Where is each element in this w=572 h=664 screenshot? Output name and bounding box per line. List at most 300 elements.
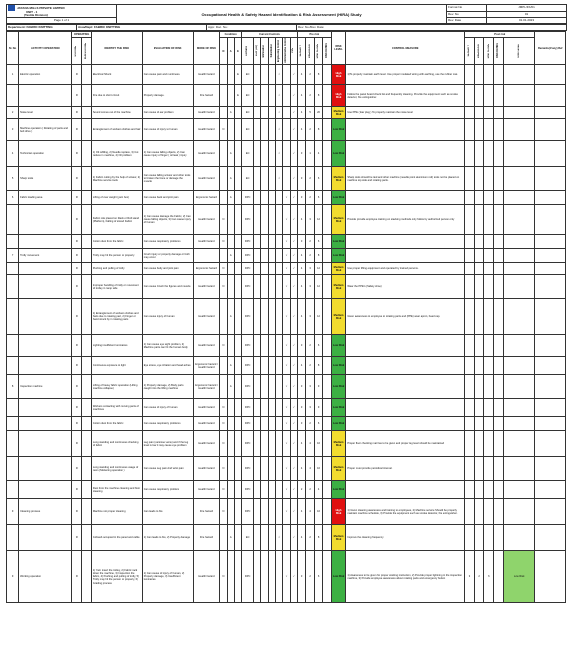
row-remarks xyxy=(535,551,566,603)
col-post-risk-level-text: RISK LEVEL xyxy=(517,44,520,58)
row-likelihood: 2 xyxy=(306,65,314,85)
col-ctrl-5-text: Administrative Control xyxy=(285,38,288,64)
row-ctrl-3 xyxy=(268,431,275,457)
row-ctrl-5 xyxy=(283,107,290,119)
row-hazard: Pushing and pulling of trolly xyxy=(91,263,142,275)
row-ctrl-2 xyxy=(261,499,268,525)
row-ctrl-1 xyxy=(254,85,261,107)
row-ctrl-4: √ xyxy=(276,119,283,141)
row-ctrl-2 xyxy=(261,431,268,457)
row-mode xyxy=(193,249,220,263)
row-ctrl-5: √ xyxy=(283,205,290,235)
row-cond-a xyxy=(227,417,234,431)
row-ctrl-3 xyxy=(268,249,275,263)
row-risk-score: 16 xyxy=(314,431,322,457)
table-row xyxy=(7,205,566,235)
row-ctrl-4 xyxy=(276,499,283,525)
col-ctrl-1-text: LGW (ZIP) xyxy=(256,45,259,57)
row-post-risk-rating xyxy=(494,357,504,375)
row-risk-score: 20 xyxy=(314,107,322,119)
row-sno xyxy=(7,205,19,235)
row-operation xyxy=(19,299,72,335)
row-likelihood: 2 xyxy=(306,525,314,551)
row-likelihood: 2 xyxy=(306,551,314,603)
row-severity: 4 xyxy=(297,431,305,457)
col-mode: MODE OF RISK xyxy=(193,32,220,65)
row-risk-score: 9 xyxy=(314,375,322,399)
row-hazard: Long standing and continuous checking of fabric xyxy=(91,431,142,457)
col-ctrl-4 xyxy=(276,38,283,65)
row-post-risk-level xyxy=(503,85,535,107)
row-cond-e xyxy=(234,141,241,167)
row-ctrl-4: √ xyxy=(276,525,283,551)
row-ctrl-5: √ xyxy=(283,263,290,275)
row-risk-level: Low Risk xyxy=(331,335,346,357)
row-routine: R xyxy=(72,399,82,417)
row-ctrl-2 xyxy=(261,191,268,205)
appr-doc-line: Appr. Doc. No.: xyxy=(207,25,297,31)
row-ctrl-2 xyxy=(261,205,268,235)
row-cond-e xyxy=(234,235,241,249)
row-evaluation: Crush injury or property damage or both may occur xyxy=(142,249,193,263)
row-sno: 4 xyxy=(7,141,19,167)
row-ctrl-2 xyxy=(261,263,268,275)
row-routine: R xyxy=(72,357,82,375)
row-post-risk-score xyxy=(484,525,494,551)
row-ctrl-0: DPC xyxy=(242,299,254,335)
row-likelihood: 3 xyxy=(306,205,314,235)
row-evaluation: 1) Property damage, 2) Body parts caught into the lifting machine xyxy=(142,375,193,399)
row-cond-e xyxy=(234,107,241,119)
row-post-risk-rating xyxy=(494,275,504,299)
row-cond-a xyxy=(227,481,234,499)
row-post-severity xyxy=(465,417,475,431)
row-ctrl-1 xyxy=(254,299,261,335)
row-risk-rating xyxy=(323,335,332,357)
row-post-risk-score xyxy=(484,85,494,107)
row-risk-level: Medium Risk xyxy=(331,167,346,191)
row-post-risk-score xyxy=(484,65,494,85)
row-post-severity xyxy=(465,191,475,205)
row-ctrl-3 xyxy=(268,85,275,107)
row-cond-a xyxy=(227,335,234,357)
row-control-measure xyxy=(346,357,465,375)
row-risk-level: High Risk xyxy=(331,85,346,107)
row-operation xyxy=(19,335,72,357)
row-post-likelihood xyxy=(474,275,484,299)
row-mode: Health hazard xyxy=(193,205,220,235)
row-ctrl-4 xyxy=(276,299,283,335)
row-remarks xyxy=(535,119,566,141)
row-ctrl-4 xyxy=(276,205,283,235)
row-ctrl-6: √ xyxy=(290,263,297,275)
row-evaluation: Property damage. xyxy=(142,85,193,107)
row-control-measure xyxy=(346,375,465,399)
row-ctrl-3 xyxy=(268,107,275,119)
col-ctrl-3-text: Substitution xyxy=(270,44,273,58)
row-sno xyxy=(7,357,19,375)
row-risk-rating xyxy=(323,275,332,299)
row-post-risk-score xyxy=(484,499,494,525)
row-ctrl-3 xyxy=(268,481,275,499)
row-hazard: Workers contacting with moving parts of machines xyxy=(91,399,142,417)
row-ctrl-1 xyxy=(254,65,261,85)
row-post-likelihood xyxy=(474,205,484,235)
row-post-likelihood xyxy=(474,235,484,249)
row-ctrl-5: √ xyxy=(283,235,290,249)
row-post-risk-level xyxy=(503,107,535,119)
row-hazard: 1) Fabric cutting by the help of scissor, 2) Machine service tools xyxy=(91,167,142,191)
row-risk-rating xyxy=(323,551,332,603)
row-post-risk-score xyxy=(484,375,494,399)
row-operation xyxy=(19,275,72,299)
row-operation xyxy=(19,417,72,431)
row-control-measure xyxy=(346,235,465,249)
row-control-measure: Wear the PPE's (Safety shoe) xyxy=(346,275,465,299)
row-control-measure: Follow the panel board check list and frequently cleaning. Provide the equipment such as smoke detector, fire extinguisher. xyxy=(346,85,465,107)
row-operation: Noise level xyxy=(19,107,72,119)
col-risk-rating xyxy=(323,38,332,65)
table-row xyxy=(7,263,566,275)
row-sno xyxy=(7,235,19,249)
row-post-risk-level xyxy=(503,191,535,205)
row-severity: 3 xyxy=(297,375,305,399)
row-ctrl-2 xyxy=(261,357,268,375)
row-post-risk-score xyxy=(484,141,494,167)
col-operating-group: OPERATING xyxy=(72,32,91,38)
row-operation xyxy=(19,525,72,551)
col-post-likelihood xyxy=(474,38,484,65)
row-control-measure: Given awareness to employee to rotating parts and (PPE) wear apron, head cap. xyxy=(346,299,465,335)
row-cond-a xyxy=(227,399,234,417)
row-remarks xyxy=(535,249,566,263)
row-sno: 9 xyxy=(7,499,19,525)
row-cond-n xyxy=(220,167,227,191)
row-risk-score: 6 xyxy=(314,235,322,249)
rev-line: Rev. No./Rev. Date: xyxy=(297,25,567,31)
row-cond-n xyxy=(220,85,227,107)
row-post-severity xyxy=(465,107,475,119)
row-risk-rating xyxy=(323,205,332,235)
row-post-risk-rating xyxy=(494,431,504,457)
row-post-severity xyxy=(465,85,475,107)
row-post-severity xyxy=(465,205,475,235)
row-post-severity xyxy=(465,263,475,275)
row-sno xyxy=(7,399,19,417)
row-risk-rating xyxy=(323,235,332,249)
row-mode: Health hazard xyxy=(193,457,220,481)
row-hazard: Long standing and continuous usage of resin (Stickering operation ) xyxy=(91,457,142,481)
row-operation xyxy=(19,481,72,499)
row-post-risk-rating xyxy=(494,107,504,119)
row-post-likelihood xyxy=(474,85,484,107)
table-row xyxy=(7,275,566,299)
col-hazard: IDENTIFY THE RISK xyxy=(91,32,142,65)
col-cond-e: E xyxy=(234,38,241,65)
row-post-risk-rating xyxy=(494,85,504,107)
row-risk-score: 8 xyxy=(314,525,322,551)
row-hazard: Entanglement of workers clothes and hair xyxy=(91,119,142,141)
row-post-likelihood xyxy=(474,191,484,205)
row-ctrl-2 xyxy=(261,249,268,263)
row-sno xyxy=(7,525,19,551)
row-risk-rating xyxy=(323,375,332,399)
row-risk-score: 6 xyxy=(314,335,322,357)
row-post-severity xyxy=(465,235,475,249)
row-sno: 7 xyxy=(7,249,19,263)
row-routine: R xyxy=(72,417,82,431)
row-cond-e xyxy=(234,205,241,235)
col-severity xyxy=(297,38,305,65)
table-row xyxy=(7,191,566,205)
row-post-risk-rating xyxy=(494,551,504,603)
row-evaluation: Can cause respiratory problems xyxy=(142,417,193,431)
row-post-risk-level xyxy=(503,499,535,525)
row-cond-a: A xyxy=(227,107,234,119)
row-post-likelihood xyxy=(474,357,484,375)
row-operation xyxy=(19,85,72,107)
row-evaluation: Can cause Crush the figures and muscle xyxy=(142,275,193,299)
row-post-risk-score: 6 xyxy=(484,551,494,603)
table-row xyxy=(7,65,566,85)
row-routine: R xyxy=(72,335,82,357)
row-mode: Health hazard xyxy=(193,275,220,299)
row-cond-a: A xyxy=(227,525,234,551)
row-ctrl-3 xyxy=(268,357,275,375)
row-operation: Trolly movement xyxy=(19,249,72,263)
row-cond-a: A xyxy=(227,357,234,375)
table-row xyxy=(7,375,566,399)
format-no-value: JMPL/FK/01 xyxy=(487,5,567,12)
row-post-likelihood xyxy=(474,499,484,525)
row-hazard: Fire due to short circuit xyxy=(91,85,142,107)
row-post-severity xyxy=(465,357,475,375)
row-hazard: Cobweb occupied in the panel and cable xyxy=(91,525,142,551)
col-condition: Condition xyxy=(220,32,242,38)
row-ctrl-1 xyxy=(254,335,261,357)
row-sno: 9 xyxy=(7,551,19,603)
row-likelihood: 2 xyxy=(306,417,314,431)
row-likelihood: 2 xyxy=(306,235,314,249)
row-risk-score: 6 xyxy=(314,191,322,205)
row-ctrl-6: √ xyxy=(290,191,297,205)
row-severity: 4 xyxy=(297,299,305,335)
row-ctrl-6: √ xyxy=(290,499,297,525)
row-ctrl-4 xyxy=(276,235,283,249)
row-post-risk-level: Low Risk xyxy=(503,551,535,603)
rev-no-value: 01 xyxy=(487,11,567,18)
row-non-routine xyxy=(82,299,92,335)
format-no-label: Format No xyxy=(447,5,487,12)
table-row xyxy=(7,119,566,141)
row-ctrl-4: √ xyxy=(276,65,283,85)
col-post-risk-level xyxy=(503,38,535,65)
table-row xyxy=(7,525,566,551)
row-ctrl-6: √ xyxy=(290,525,297,551)
row-operation: Sharp tools xyxy=(19,167,72,191)
row-cond-a xyxy=(227,205,234,235)
row-cond-e xyxy=(234,191,241,205)
col-post-risk: Post risk xyxy=(465,32,535,38)
col-risk-level: RISK LEVEL xyxy=(331,32,346,65)
row-risk-score: 4 xyxy=(314,141,322,167)
row-ctrl-3 xyxy=(268,65,275,85)
row-remarks xyxy=(535,335,566,357)
row-cond-e xyxy=(234,375,241,399)
row-risk-level: Low Risk xyxy=(331,141,346,167)
row-mode: Ergonomic hazard / Health hazard xyxy=(193,375,220,399)
row-mode: Health hazard xyxy=(193,119,220,141)
row-post-likelihood xyxy=(474,65,484,85)
row-ctrl-3 xyxy=(268,525,275,551)
row-ctrl-6: √ xyxy=(290,431,297,457)
table-row xyxy=(7,357,566,375)
row-risk-rating xyxy=(323,357,332,375)
row-ctrl-4: √ xyxy=(276,167,283,191)
row-ctrl-5 xyxy=(283,85,290,107)
row-post-risk-level xyxy=(503,249,535,263)
company-unit: UNIT - 1 xyxy=(26,10,38,14)
col-post-risk-score xyxy=(484,38,494,65)
row-severity: 4 xyxy=(297,65,305,85)
row-risk-level: Low Risk xyxy=(331,235,346,249)
row-hazard: 1) Entanglement of workers clothes and hairs due to rotating part, 2) Finger or hand struck by in rotating parts xyxy=(91,299,142,335)
row-post-risk-rating xyxy=(494,499,504,525)
row-post-risk-level xyxy=(503,481,535,499)
row-risk-rating xyxy=(323,107,332,119)
row-evaluation: Can cause of ear problem xyxy=(142,107,193,119)
row-sno xyxy=(7,481,19,499)
row-cond-a xyxy=(227,263,234,275)
row-post-risk-level xyxy=(503,65,535,85)
row-likelihood: 3 xyxy=(306,399,314,417)
row-risk-score: 8 xyxy=(314,65,322,85)
row-ctrl-0: DPC xyxy=(242,431,254,457)
row-operation: Machine operation ( Rotating of parts and belt drive ) xyxy=(19,119,72,141)
row-risk-score: 12 xyxy=(314,263,322,275)
row-post-likelihood xyxy=(474,399,484,417)
row-severity: 3 xyxy=(297,167,305,191)
row-risk-rating xyxy=(323,249,332,263)
row-evaluation: 1) Can leads to fire, 2) Property damage xyxy=(142,525,193,551)
row-evaluation: Can cause body and joint pain xyxy=(142,263,193,275)
row-remarks xyxy=(535,417,566,431)
row-mode: Health hazard xyxy=(193,399,220,417)
row-cond-a xyxy=(227,65,234,85)
row-ctrl-6: √ xyxy=(290,65,297,85)
row-cond-e xyxy=(234,275,241,299)
row-operation: Technician operation xyxy=(19,141,72,167)
row-mode: Health hazard xyxy=(193,299,220,335)
row-severity: 3 xyxy=(297,551,305,603)
row-ctrl-5: √ xyxy=(283,249,290,263)
row-cond-n: N xyxy=(220,205,227,235)
row-post-risk-score xyxy=(484,417,494,431)
row-ctrl-5 xyxy=(283,119,290,141)
row-operation xyxy=(19,357,72,375)
row-control-measure xyxy=(346,249,465,263)
row-hazard: Fabric role placed on Rack or Roll stand (Platform), Falling of stored Fabric xyxy=(91,205,142,235)
row-risk-rating xyxy=(323,417,332,431)
row-post-risk-rating xyxy=(494,167,504,191)
row-routine: R xyxy=(72,235,82,249)
rev-date-label: Rev. Date xyxy=(447,18,487,24)
row-cond-e xyxy=(234,119,241,141)
row-ctrl-2 xyxy=(261,85,268,107)
row-cond-n: N xyxy=(220,499,227,525)
row-hazard: Electrical Shock xyxy=(91,65,142,85)
row-severity: 4 xyxy=(297,357,305,375)
row-routine: R xyxy=(72,85,82,107)
row-non-routine xyxy=(82,357,92,375)
row-likelihood: 4 xyxy=(306,457,314,481)
row-ctrl-3 xyxy=(268,119,275,141)
row-post-risk-score xyxy=(484,399,494,417)
row-risk-level: Low Risk xyxy=(331,191,346,205)
row-ctrl-2 xyxy=(261,481,268,499)
row-ctrl-0: EC xyxy=(242,167,254,191)
row-non-routine xyxy=(82,481,92,499)
row-likelihood: 2 xyxy=(306,481,314,499)
row-routine: R xyxy=(72,375,82,399)
row-evaluation: Can cause injury of human xyxy=(142,299,193,335)
row-risk-level: Low Risk xyxy=(331,399,346,417)
row-routine: R xyxy=(72,65,82,85)
row-post-severity xyxy=(465,249,475,263)
row-post-likelihood xyxy=(474,525,484,551)
row-control-measure xyxy=(346,481,465,499)
row-control-measure xyxy=(346,399,465,417)
row-cond-e: E xyxy=(234,85,241,107)
row-post-severity xyxy=(465,65,475,85)
row-routine: R xyxy=(72,249,82,263)
row-ctrl-1 xyxy=(254,357,261,375)
row-routine: R xyxy=(72,431,82,457)
row-ctrl-1 xyxy=(254,417,261,431)
row-operation: Inspection machine xyxy=(19,375,72,399)
row-remarks xyxy=(535,235,566,249)
row-likelihood: 2 xyxy=(306,357,314,375)
col-pre-risk: Pre risk xyxy=(297,32,331,38)
row-ctrl-0: EC xyxy=(242,85,254,107)
row-post-risk-score xyxy=(484,205,494,235)
row-control-measure: Use PPE ( Ear plug ) To properly maintain the noise level xyxy=(346,107,465,119)
row-ctrl-6: √ xyxy=(290,417,297,431)
document-title: Occupational Health & Safety Hazard Identification & Risk Assessment (HIRA) Study xyxy=(117,5,447,24)
row-ctrl-2 xyxy=(261,551,268,603)
hira-sheet xyxy=(6,4,566,658)
rev-no-label: Rev. No xyxy=(447,11,487,18)
row-routine: R xyxy=(72,457,82,481)
row-cond-n: N xyxy=(220,481,227,499)
row-evaluation: 1) Can cause of injury of human, 2) Property damage, 3) Insufficient luminaires xyxy=(142,551,193,603)
row-ctrl-3 xyxy=(268,457,275,481)
row-risk-level: High Risk xyxy=(331,499,346,525)
row-ctrl-1 xyxy=(254,525,261,551)
row-ctrl-2 xyxy=(261,141,268,167)
row-ctrl-5: √ xyxy=(283,375,290,399)
row-remarks xyxy=(535,85,566,107)
row-risk-rating xyxy=(323,299,332,335)
row-cond-n: N xyxy=(220,551,227,603)
table-row xyxy=(7,299,566,335)
row-remarks xyxy=(535,431,566,457)
row-cond-e xyxy=(234,263,241,275)
row-routine: R xyxy=(72,481,82,499)
row-ctrl-6: √ xyxy=(290,457,297,481)
row-post-risk-level xyxy=(503,417,535,431)
row-cond-a xyxy=(227,499,234,525)
